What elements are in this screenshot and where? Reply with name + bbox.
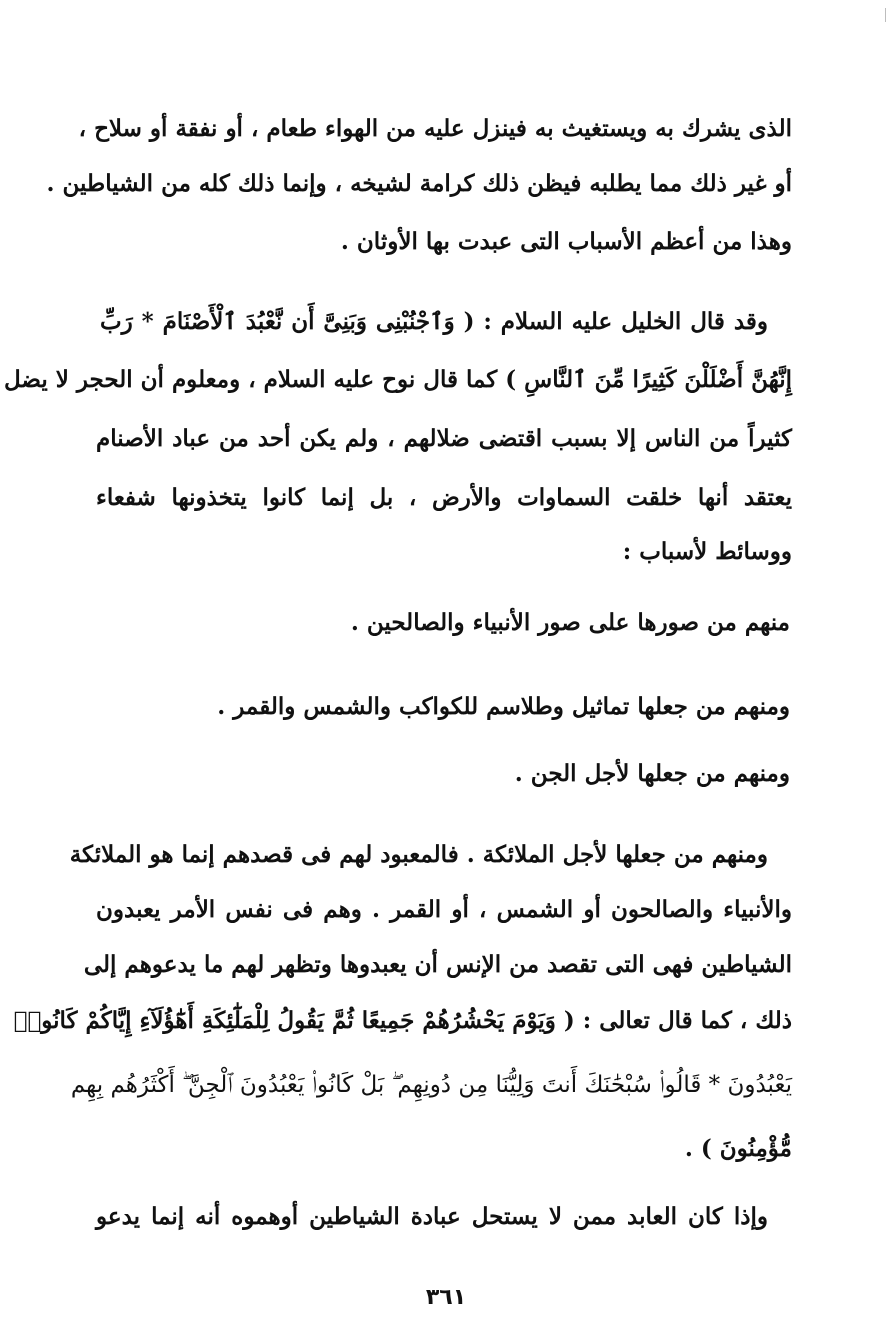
- text-line-8: ووسائط لأسباب :: [622, 538, 792, 565]
- text-line-14: الشياطين فهى التى تقصد من الإنس أن يعبدوها وتظهر لهم ما يدعوهم إلى: [83, 951, 792, 978]
- text-line-6: كثيراً من الناس إلا بسبب اقتضى ضلالهم ، ولم يكن أحد من عباد الأصنام: [96, 425, 792, 452]
- text-line-4-quran-quote: وقد قال الخليل عليه السلام : ( وَٱجْنُبْنِى وَبَنِىَّ أَن نَّعْبُدَ ٱلْأَصْنَامَ * رَبِّ: [100, 308, 768, 335]
- text-line-11: ومنهم من جعلها لأجل الجن .: [514, 760, 790, 787]
- page-number: ٣٦١: [425, 1285, 467, 1310]
- text-line-12: ومنهم من جعلها لأجل الملائكة . فالمعبود لهم فى قصدهم إنما هو الملائكة: [69, 841, 768, 868]
- text-line-13: والأنبياء والصالحون أو الشمس ، أو القمر . وهم فى نفس الأمر يعبدون: [96, 896, 792, 923]
- page-edge-mark: [885, 8, 886, 22]
- text-line-5: إِنَّهُنَّ أَضْلَلْنَ كَثِيرًا مِّنَ ٱلنَّاسِ ) كما قال نوح عليه السلام ، ومعلوم أن الحجر لا يضل: [3, 366, 792, 393]
- text-line-3: وهذا من أعظم الأسباب التى عبدت بها الأوثان .: [340, 228, 792, 255]
- text-line-10: ومنهم من جعلها تماثيل وطلاسم للكواكب والشمس والقمر .: [217, 693, 790, 720]
- text-line-15-quran-quote: ذلك ، كما قال تعالى : ( وَيَوْمَ يَحْشُرُهُمْ جَمِيعًا ثُمَّ يَقُولُ لِلْمَلَٰٓئِكَةِ أَهَٰٓؤُلَآءِ إِيَّاكُمْ كَانُوا۟: [13, 1007, 792, 1034]
- text-line-9: منهم من صورها على صور الأنبياء والصالحين .: [350, 609, 790, 636]
- text-line-7: يعتقد أنها خلقت السماوات والأرض ، بل إنما كانوا يتخذونها شفعاء: [96, 484, 792, 511]
- text-line-16-quran: يَعْبُدُونَ * قَالُوا۟ سُبْحَٰنَكَ أَنتَ وَلِيُّنَا مِن دُونِهِم ۖ بَلْ كَانُوا۟ يَعْبُدُونَ ٱلْجِنَّ ۖ أَكْثَرُهُم بِهِم: [70, 1072, 792, 1098]
- text-line-2: أو غير ذلك مما يطلبه فيظن ذلك كرامة لشيخه ، وإنما ذلك كله من الشياطين .: [46, 170, 792, 197]
- text-line-1: الذى يشرك به ويستغيث به فينزل عليه من الهواء طعام ، أو نفقة أو سلاح ،: [78, 115, 792, 142]
- text-line-17-quran-end: مُّؤْمِنُونَ ) .: [684, 1135, 792, 1162]
- text-line-18: وإذا كان العابد ممن لا يستحل عبادة الشياطين أوهموه أنه إنما يدعو: [96, 1203, 768, 1230]
